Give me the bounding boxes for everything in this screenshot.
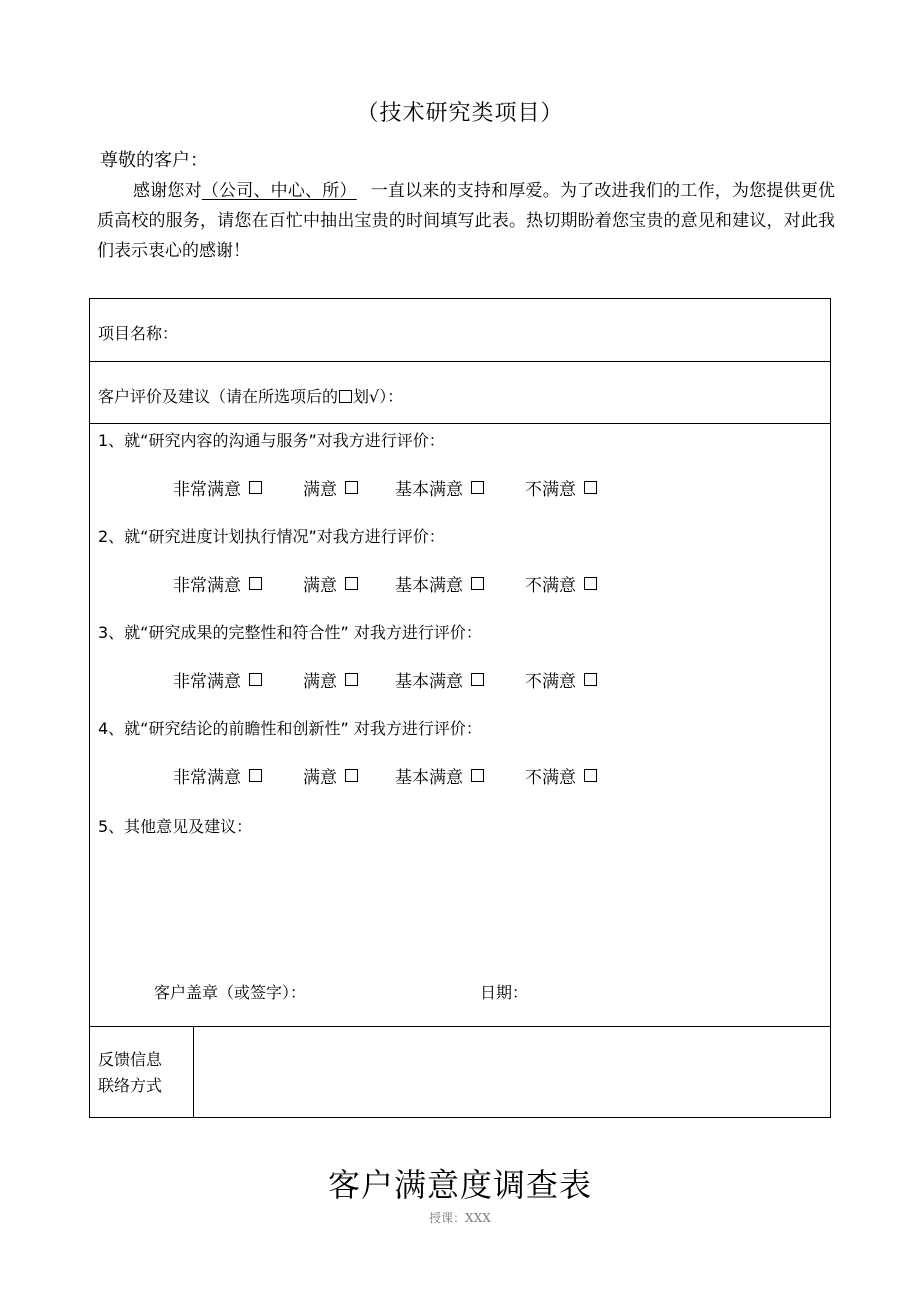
evaluation-header-before: 客户评价及建议（请在所选项后的: [98, 387, 339, 406]
checkbox-icon[interactable]: [249, 769, 262, 782]
checkbox-icon[interactable]: [471, 673, 484, 686]
main-title: 客户满意度调查表: [327, 1166, 592, 1204]
option-label: 满意: [303, 480, 337, 500]
option-unsatisfied[interactable]: [525, 571, 625, 596]
intro-before: 感谢您对: [133, 181, 202, 201]
option-label: 不满意: [525, 672, 576, 692]
checkbox-icon[interactable]: [584, 673, 597, 686]
checkbox-icon[interactable]: [471, 481, 484, 494]
option-satisfied[interactable]: [303, 763, 395, 788]
option-label: 非常满意: [173, 672, 241, 692]
option-very-satisfied[interactable]: [173, 475, 303, 500]
checkbox-icon[interactable]: [345, 673, 358, 686]
company-blank: （公司、中心、所）: [201, 181, 357, 201]
evaluation-body: [90, 424, 830, 1027]
evaluation-header-after: 划√）：: [353, 387, 404, 406]
date-label: 日期：: [480, 983, 529, 1002]
checkbox-icon[interactable]: [471, 769, 484, 782]
option-basically-satisfied[interactable]: [395, 763, 525, 788]
checkbox-icon[interactable]: [249, 481, 262, 494]
feedback-contact-label: [90, 1027, 194, 1117]
project-name-row: [90, 299, 830, 362]
project-name-label: 项目名称：: [98, 324, 179, 343]
option-label: 不满意: [525, 576, 576, 596]
checkbox-icon[interactable]: [249, 673, 262, 686]
customer-seal-label: 客户盖章（或签字）：: [154, 983, 307, 1002]
option-label: 满意: [303, 576, 337, 596]
options-row-2: [173, 571, 625, 596]
checkbox-icon[interactable]: [345, 769, 358, 782]
question-3: 3、就“研究成果的完整性和符合性” 对我方进行评价：: [98, 623, 482, 642]
options-row-4: [173, 763, 625, 788]
option-label: 基本满意: [395, 768, 463, 788]
checkbox-icon[interactable]: [584, 577, 597, 590]
option-satisfied[interactable]: [303, 571, 395, 596]
option-label: 非常满意: [173, 768, 241, 788]
option-label: 不满意: [525, 768, 576, 788]
option-satisfied[interactable]: [303, 667, 395, 692]
question-4: 4、就“研究结论的前瞻性和创新性” 对我方进行评价：: [98, 719, 482, 738]
feedback-label-line1: 反馈信息: [98, 1050, 163, 1069]
checkbox-icon[interactable]: [584, 481, 597, 494]
option-label: 基本满意: [395, 672, 463, 692]
option-label: 不满意: [525, 480, 576, 500]
feedback-contact-row: [90, 1027, 830, 1117]
option-unsatisfied[interactable]: [525, 667, 625, 692]
option-label: 满意: [303, 768, 337, 788]
option-unsatisfied[interactable]: [525, 763, 625, 788]
option-very-satisfied[interactable]: [173, 763, 303, 788]
option-unsatisfied[interactable]: [525, 475, 625, 500]
option-label: 基本满意: [395, 576, 463, 596]
options-row-1: [173, 475, 625, 500]
option-very-satisfied[interactable]: [173, 571, 303, 596]
intro-after: 一直以来的支持和厚爱。为了改进我们的工作，为您提供更优质高校的服务，请您在百忙中抽出宝贵的时间填写此表。热切期盼着您宝贵的意见和建议，对此我们表示衷心的感谢！: [97, 181, 836, 261]
survey-form-table: [89, 298, 831, 1118]
feedback-label-line2: 联络方式: [98, 1076, 163, 1095]
checkbox-icon[interactable]: [345, 577, 358, 590]
option-very-satisfied[interactable]: [173, 667, 303, 692]
option-basically-satisfied[interactable]: [395, 571, 525, 596]
checkbox-icon[interactable]: [471, 577, 484, 590]
question-1: 1、就“研究内容的沟通与服务”对我方进行评价：: [98, 431, 445, 450]
option-label: 非常满意: [173, 480, 241, 500]
intro-paragraph: [97, 176, 835, 266]
checkbox-icon: [339, 390, 352, 403]
greeting: 尊敬的客户：: [100, 150, 208, 171]
options-row-3: [173, 667, 625, 692]
evaluation-header: [98, 384, 403, 407]
option-basically-satisfied[interactable]: [395, 475, 525, 500]
option-satisfied[interactable]: [303, 475, 395, 500]
checkbox-icon[interactable]: [249, 577, 262, 590]
option-label: 非常满意: [173, 576, 241, 596]
other-suggestions-label: 5、其他意见及建议：: [98, 817, 253, 836]
option-basically-satisfied[interactable]: [395, 667, 525, 692]
question-2: 2、就“研究进度计划执行情况”对我方进行评价：: [98, 527, 445, 546]
footer-text: 授课：XXX: [429, 1211, 491, 1225]
evaluation-header-row: [90, 362, 830, 424]
checkbox-icon[interactable]: [345, 481, 358, 494]
checkbox-icon[interactable]: [584, 769, 597, 782]
document-subtitle: （技术研究类项目）: [356, 101, 564, 126]
option-label: 基本满意: [395, 480, 463, 500]
option-label: 满意: [303, 672, 337, 692]
